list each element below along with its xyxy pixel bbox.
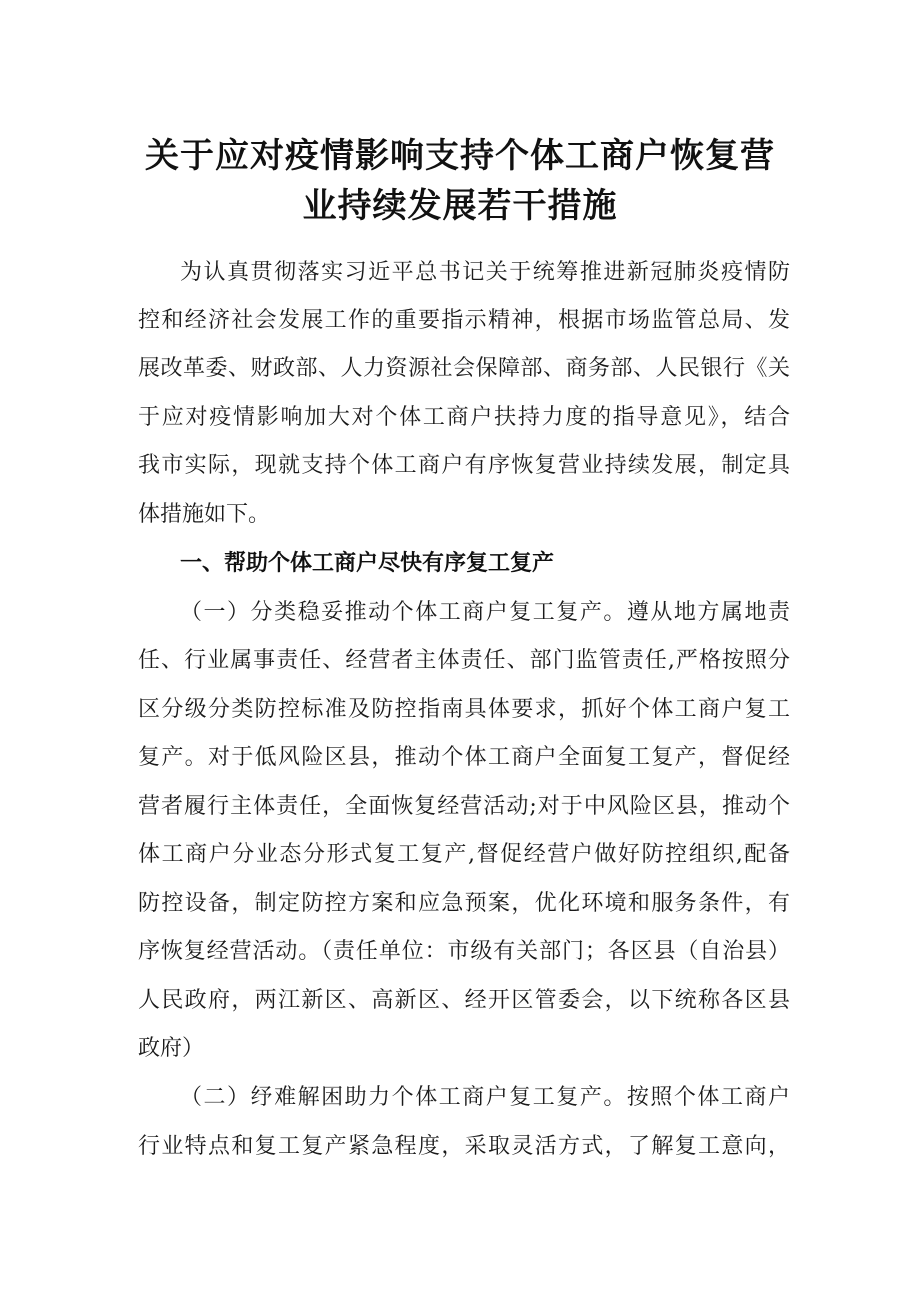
intro-paragraph-line: 为认真贯彻落实习近平总书记关于统筹推进新冠肺炎疫情防 <box>180 260 790 285</box>
item-1-paragraph-line: 复产。对于低风险区县，推动个体工商户全面复工复产，督促经 <box>138 745 790 770</box>
document-title-line-1: 关于应对疫情影响支持个体工商户恢复营 <box>145 136 775 176</box>
intro-paragraph-line: 控和经济社会发展工作的重要指示精神，根据市场监管总局、发 <box>138 308 790 333</box>
document-title-line-2: 业持续发展若干措施 <box>302 186 618 226</box>
intro-paragraph-line: 于应对疫情影响加大对个体工商户扶持力度的指导意见》，结合 <box>138 405 790 430</box>
item-1-paragraph-line: 体工商户分业态分形式复工复产,督促经营户做好防控组织,配备 <box>138 842 790 867</box>
intro-paragraph-line: 展改革委、财政部、人力资源社会保障部、商务部、人民银行《关 <box>138 356 790 381</box>
item-1-paragraph-line: 营者履行主体责任，全面恢复经营活动;对于中风险区县，推动个 <box>138 794 790 819</box>
section-heading-1: 一、帮助个体工商户尽快有序复工复产 <box>180 551 555 576</box>
item-1-paragraph-line: 任、行业属事责任、经营者主体责任、部门监管责任,严格按照分 <box>138 648 790 673</box>
item-1-paragraph-line: 政府） <box>138 1036 205 1061</box>
intro-paragraph-line: 体措施如下。 <box>138 502 271 527</box>
item-2-paragraph-line: （二）纾难解困助力个体工商户复工复产。按照个体工商户 <box>180 1085 790 1110</box>
item-1-paragraph-line: 序恢复经营活动。（责任单位：市级有关部门；各区县（自治县） <box>138 939 790 964</box>
intro-paragraph-line: 我市实际，现就支持个体工商户有序恢复营业持续发展，制定具 <box>138 453 790 478</box>
item-1-paragraph-line: 人民政府，两江新区、高新区、经开区管委会，以下统称各区县 <box>138 988 790 1013</box>
item-1-paragraph-line: 防控设备，制定防控方案和应急预案，优化环境和服务条件，有 <box>138 891 790 916</box>
item-1-paragraph-line: 区分级分类防控标准及防控指南具体要求，抓好个体工商户复工 <box>138 697 790 722</box>
item-1-paragraph-line: （一）分类稳妥推动个体工商户复工复产。遵从地方属地责 <box>180 600 790 625</box>
item-2-paragraph-line: 行业特点和复工复产紧急程度，采取灵活方式，了解复工意向， <box>138 1134 790 1159</box>
